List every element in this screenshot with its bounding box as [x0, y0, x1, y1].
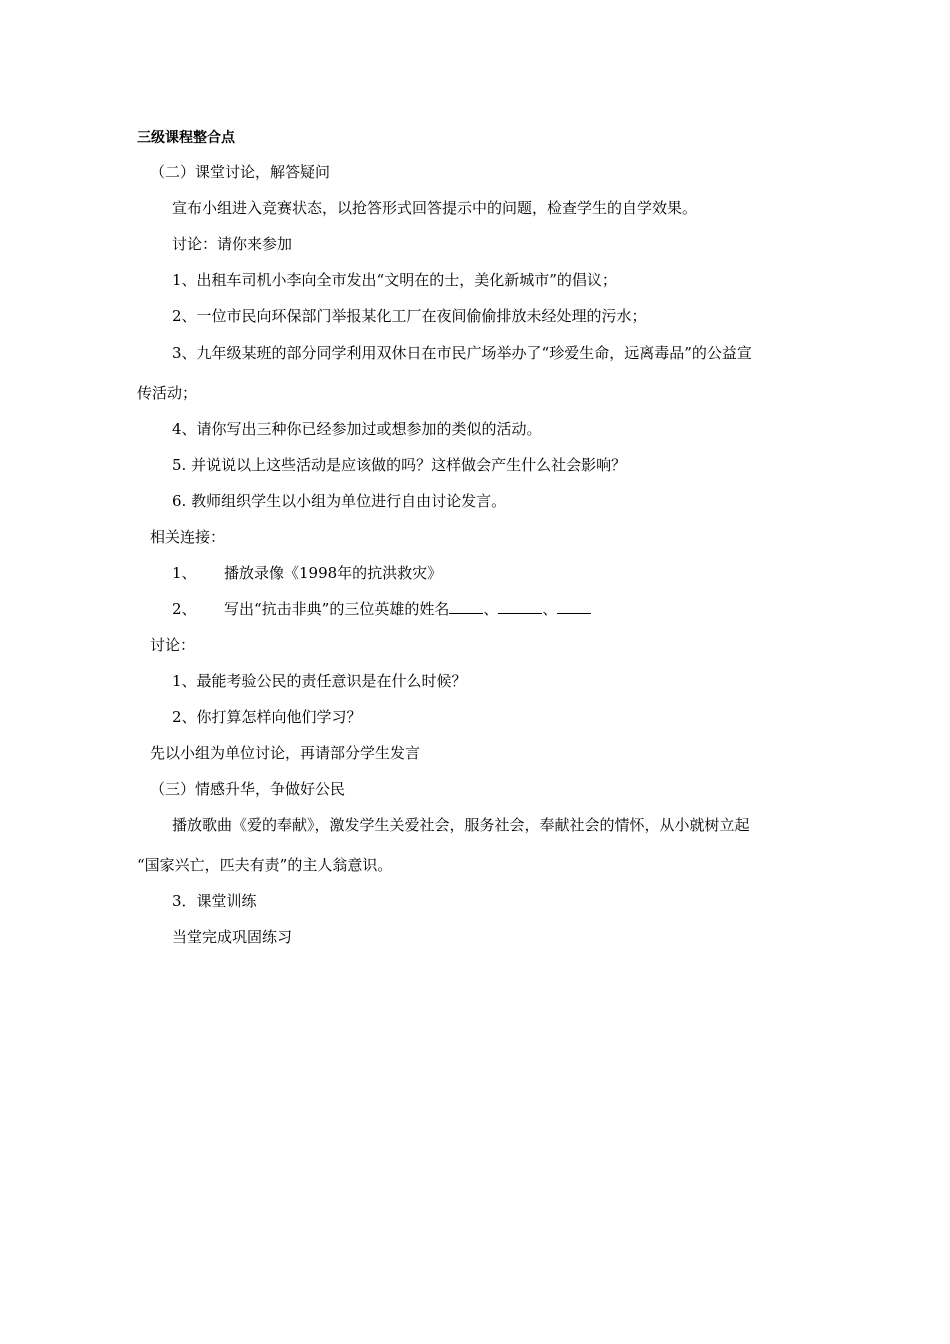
answer-blank[interactable]: [498, 599, 542, 614]
page-heading: 三级课程整合点: [137, 130, 235, 146]
related-item-number: 1、: [172, 564, 197, 582]
list-item-continuation: 传活动；: [137, 384, 198, 402]
answer-blank[interactable]: [557, 599, 591, 614]
group-note: 先以小组为单位讨论，再请部分学生发言: [150, 744, 421, 762]
list-item: 1、出租车司机小李向全市发出“文明在的士，美化新城市”的倡议；: [172, 271, 617, 289]
song-paragraph-line: “国家兴亡，匹夫有责”的主人翁意识。: [137, 856, 393, 874]
related-item-text: 写出“抗击非典”的三位英雄的姓名: [224, 600, 450, 618]
section-two-title: （二）课堂讨论，解答疑问: [150, 163, 331, 181]
related-item: [172, 563, 442, 583]
song-paragraph-line: 播放歌曲《爱的奉献》，激发学生关爱社会，服务社会，奉献社会的情怀，从小就树立起: [172, 816, 750, 834]
training-title: 3．课堂训练: [172, 892, 257, 910]
intro-paragraph: 宣布小组进入竞赛状态，以抢答形式回答提示中的问题，检查学生的自学效果。: [172, 199, 698, 217]
discussion-label: 讨论：请你来参加: [172, 235, 293, 253]
blank-separator: 、: [483, 600, 499, 618]
related-links-label: 相关连接：: [150, 528, 226, 546]
answer-blank[interactable]: [449, 599, 483, 614]
list-item: 1、最能考验公民的责任意识是在什么时候？: [172, 672, 467, 690]
related-item: [172, 599, 591, 619]
list-item: 6. 教师组织学生以小组为单位进行自由讨论发言。: [172, 492, 507, 510]
list-item: 4、请你写出三种你已经参加过或想参加的类似的活动。: [172, 420, 542, 438]
section-three-title: （三）情感升华，争做好公民: [150, 780, 346, 798]
list-item: 2、你打算怎样向他们学习？: [172, 708, 362, 726]
list-item: 5. 并说说以上这些活动是应该做的吗？这样做会产生什么社会影响？: [172, 456, 627, 474]
related-item-text: 播放录像《1998年的抗洪救灾》: [224, 564, 443, 582]
list-item: 3、九年级某班的部分同学利用双休日在市民广场举办了“珍爱生命，远离毒品”的公益宣: [172, 344, 752, 362]
training-text: 当堂完成巩固练习: [172, 928, 293, 946]
discussion-two-label: 讨论：: [150, 636, 196, 654]
related-item-number: 2、: [172, 600, 197, 618]
blank-separator: 、: [542, 600, 558, 618]
list-item: 2、一位市民向环保部门举报某化工厂在夜间偷偷排放未经处理的污水；: [172, 307, 647, 325]
